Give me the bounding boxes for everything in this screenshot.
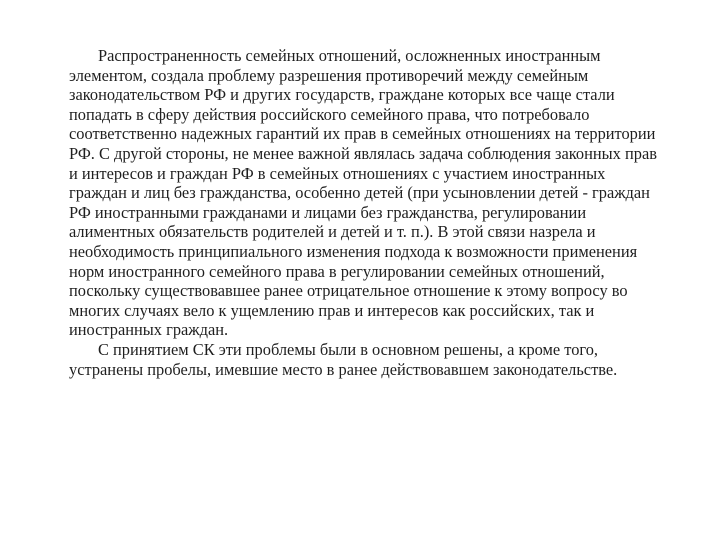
body-text <box>69 46 661 379</box>
paragraph-2: С принятием СК эти проблемы были в основном решены, а кроме того, устранены пробелы, имевшие место в ранее действовавшем законодательстве. <box>69 339 618 379</box>
paragraph-1: Распространенность семейных отношений, осложненных иностранным элементом, создала проблему разрешения противоречий между семейным законодательством РФ и других государств, граждане которых все чаще стали попадать в сферу действия российского семейного права, что потребовало соответственно надежных гарантий их прав в семейных отношениях на территории РФ. С другой стороны, не менее важной являлась задача соблюдения законных прав и интересов и граждан РФ в семейных отношениях с участием иностранных граждан и лиц без гражданства, особенно детей (при усыновлении детей - граждан РФ иностранными гражданами и лицами без гражданства, регулировании алиментных обязательств родителей и детей и т. п.). В этой связи назрела и необходимость принципиального изменения подхода к возможности применения норм иностранного семейного права в регулировании семейных отношений, поскольку существовавшее ранее отрицательное отношение к этому вопросу во многих случаях вело к ущемлению прав и интересов как российских, так и иностранных граждан. <box>69 46 657 340</box>
